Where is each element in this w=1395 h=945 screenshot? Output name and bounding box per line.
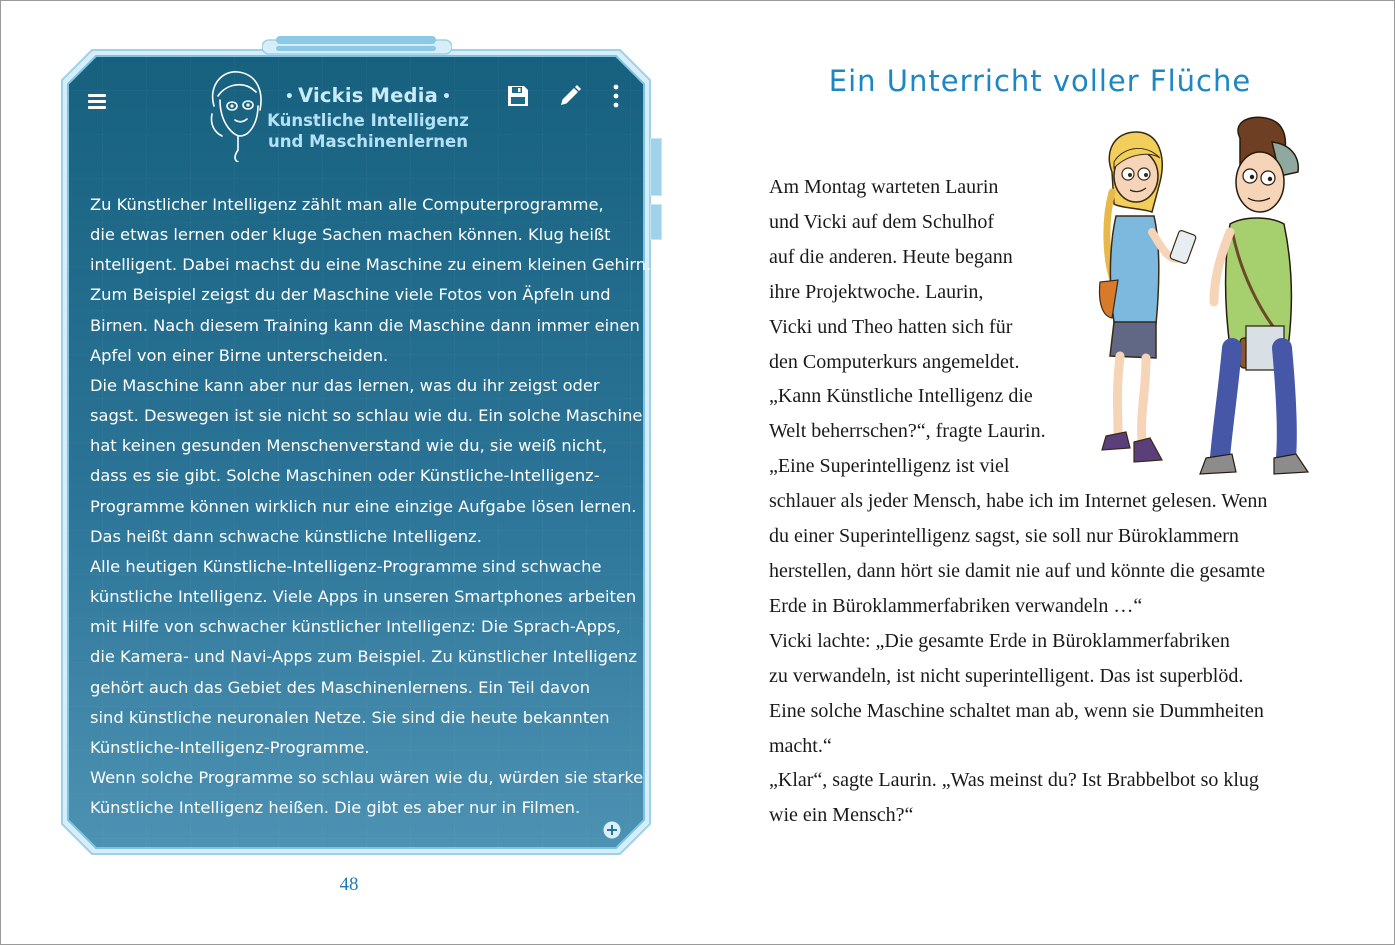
article-line: die Kamera- und Navi-Apps zum Beispiel. Zu künstlicher Intelligenz	[90, 647, 637, 667]
side-tab-lower	[650, 204, 662, 240]
story-text	[769, 170, 1329, 833]
story-line: herstellen, dann hört sie damit nie auf und könnte die gesamte	[769, 559, 1265, 582]
story-line: und Vicki auf dem Schulhof	[769, 210, 995, 233]
story-line: du einer Superintelligenz sagst, sie soll nur Büroklammern	[769, 525, 1239, 548]
story-line: Vicki lachte: „Die gesamte Erde in Büroklammerfabriken	[769, 629, 1230, 652]
page-number: 48	[339, 874, 359, 895]
story-line: Erde in Büroklammerfabriken verwandeln …“	[769, 594, 1143, 617]
article-line: Das heißt dann schwache künstliche Intelligenz.	[90, 526, 482, 546]
article-line: sagst. Deswegen ist sie nicht so schlau wie du. Ein solche Maschine	[90, 406, 643, 426]
story-line: ihre Projektwoche. Laurin,	[769, 280, 984, 303]
article-line: Apfel von einer Birne unterscheiden.	[90, 345, 389, 365]
article-line: Zum Beispiel zeigst du der Maschine viele Fotos von Äpfeln und	[90, 285, 611, 305]
more-vertical-icon[interactable]	[604, 84, 628, 108]
article-line: gehört auch das Gebiet des Maschinenlernens. Ein Teil davon	[90, 677, 591, 697]
article-line: Künstliche-Intelligenz-Programme.	[90, 737, 370, 757]
menu-icon[interactable]	[88, 94, 106, 108]
story-line: „Kann Künstliche Intelligenz die	[769, 385, 1033, 408]
story-line: „Klar“, sagte Laurin. „Was meinst du? Ist Brabbelbot so klug	[769, 769, 1259, 792]
article-line: Zu Künstlicher Intelligenz zählt man alle Computerprogramme,	[90, 195, 604, 214]
story-line: zu verwandeln, ist nicht superintelligent. Das ist superblöd.	[769, 664, 1244, 687]
story-line: Vicki und Theo hatten sich für	[769, 315, 1013, 338]
article-line: Künstliche Intelligenz heißen. Die gibt es aber nur in Filmen.	[90, 798, 581, 818]
article-line: Birnen. Nach diesem Training kann die Maschine dann immer einen	[90, 315, 640, 335]
app-name: • Vickis Media •	[284, 84, 452, 107]
story-line: auf die anderen. Heute begann	[769, 245, 1013, 268]
vickis-media-device	[58, 46, 654, 858]
top-tab	[262, 36, 452, 56]
story-line: Eine solche Maschine schaltet man ab, wenn sie Dummheiten	[769, 699, 1264, 722]
plus-circle-icon[interactable]	[603, 821, 621, 839]
story-line: den Computerkurs angemeldet.	[769, 350, 1020, 373]
story-line: Welt beherrschen?“, fragte Laurin.	[769, 420, 1046, 443]
article-line: Programme können wirklich nur eine einzige Aufgabe lösen lernen.	[90, 496, 637, 516]
side-tab-upper	[650, 138, 662, 196]
article-body	[90, 190, 652, 823]
story-line: macht.“	[769, 734, 832, 757]
story-line: „Eine Superintelligenz ist viel	[769, 455, 1010, 478]
chapter-title: Ein Unterricht voller Flüche	[828, 64, 1252, 98]
save-icon[interactable]	[506, 84, 530, 108]
article-line: dass es sie gibt. Solche Maschinen oder Künstliche-Intelligenz-	[90, 466, 600, 486]
app-subtitle-line1: Künstliche Intelligenz	[267, 111, 469, 130]
article-line: Die Maschine kann aber nur das lernen, was du ihr zeigst oder	[90, 375, 600, 395]
article-line: Alle heutigen Künstliche-Intelligenz-Programme sind schwache	[90, 556, 602, 576]
story-line: schlauer als jeder Mensch, habe ich im Internet gelesen. Wenn	[769, 490, 1268, 513]
article-line: hat keinen gesunden Menschenverstand wie du, sie weiß nicht,	[90, 436, 608, 456]
app-subtitle-line2: und Maschinenlernen	[268, 132, 468, 151]
article-line: künstliche Intelligenz. Viele Apps in unseren Smartphones arbeiten	[90, 587, 637, 607]
article-line: Wenn solche Programme so schlau wären wie du, würden sie starke	[90, 767, 644, 787]
article-line: die etwas lernen oder kluge Sachen machen können. Klug heißt	[90, 225, 611, 245]
pencil-icon[interactable]	[558, 84, 582, 108]
app-header	[258, 84, 478, 152]
story-line: wie ein Mensch?“	[769, 804, 914, 827]
article-line: intelligent. Dabei machst du eine Maschine zu einem kleinen Gehirn.	[90, 255, 652, 275]
article-line: sind künstliche neuronalen Netze. Sie sind die heute bekannten	[90, 707, 610, 727]
article-line: mit Hilfe von schwacher künstlicher Intelligenz: Die Sprach-Apps,	[90, 617, 621, 637]
story-line: Am Montag warteten Laurin	[769, 176, 999, 198]
